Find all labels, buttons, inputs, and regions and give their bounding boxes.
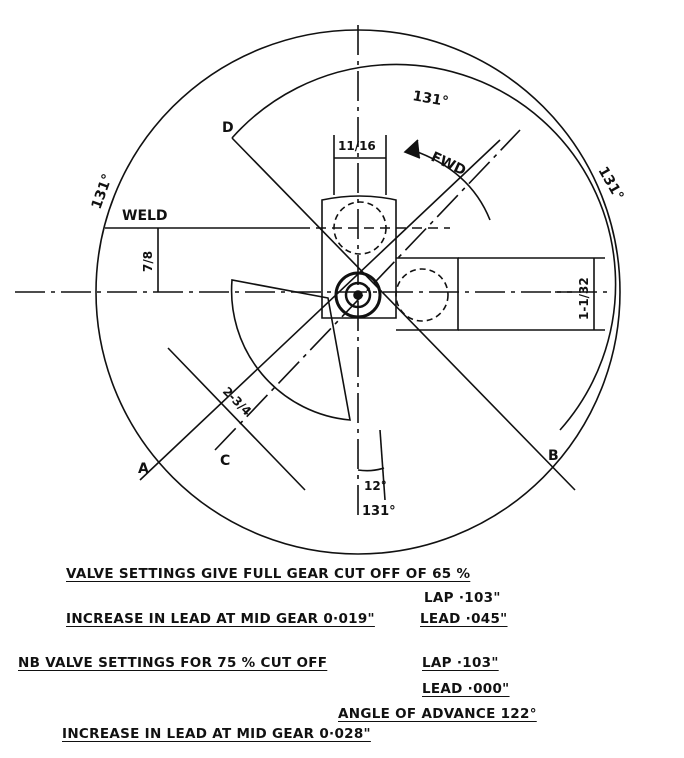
label-b: B bbox=[548, 448, 559, 464]
left-sector bbox=[232, 280, 350, 420]
angle-top-right: 131° bbox=[411, 88, 450, 111]
dim-top-text: 11/16 bbox=[338, 139, 376, 153]
dim-left-text: 7/8 bbox=[141, 250, 155, 272]
label-c: C bbox=[220, 453, 231, 469]
note-lead-2: LEAD ·000" bbox=[422, 681, 510, 697]
note-increase-lead-2: INCREASE IN LEAD AT MID GEAR 0·028" bbox=[62, 726, 371, 742]
right-dashed-circle bbox=[396, 269, 448, 321]
line-c bbox=[215, 130, 520, 450]
line-a bbox=[140, 140, 500, 480]
fwd-label: FWD bbox=[428, 149, 469, 180]
angle-left: 131° bbox=[88, 171, 117, 212]
angle-right: 131° bbox=[594, 164, 627, 204]
dim-diagonal-line bbox=[168, 348, 305, 490]
label-a: A bbox=[138, 461, 149, 477]
small-angle-arc bbox=[358, 468, 384, 471]
note-lap-2: LAP ·103" bbox=[422, 655, 499, 671]
label-d: D bbox=[222, 120, 234, 136]
note-angle-advance: ANGLE OF ADVANCE 122° bbox=[338, 706, 537, 722]
angle-bottom: 131° bbox=[362, 504, 396, 519]
note-nb-cutoff: NB VALVE SETTINGS FOR 75 % CUT OFF bbox=[18, 655, 328, 671]
dim-right-text: 1-1/32 bbox=[577, 277, 591, 320]
inner-arc bbox=[232, 64, 616, 430]
angle-small: 12° bbox=[364, 479, 387, 493]
crank-pin-core bbox=[354, 291, 362, 299]
note-increase-lead-1: INCREASE IN LEAD AT MID GEAR 0·019" bbox=[66, 611, 375, 627]
dim-diagonal-text: 2-3/4 bbox=[219, 384, 255, 419]
note-lead-1: LEAD ·045" bbox=[420, 611, 508, 627]
fwd-arrow-head bbox=[405, 140, 420, 158]
note-lap-1: LAP ·103" bbox=[424, 590, 501, 606]
note-full-gear-cutoff: VALVE SETTINGS GIVE FULL GEAR CUT OFF OF 65 % bbox=[66, 566, 471, 582]
weld-label: WELD bbox=[122, 208, 168, 224]
